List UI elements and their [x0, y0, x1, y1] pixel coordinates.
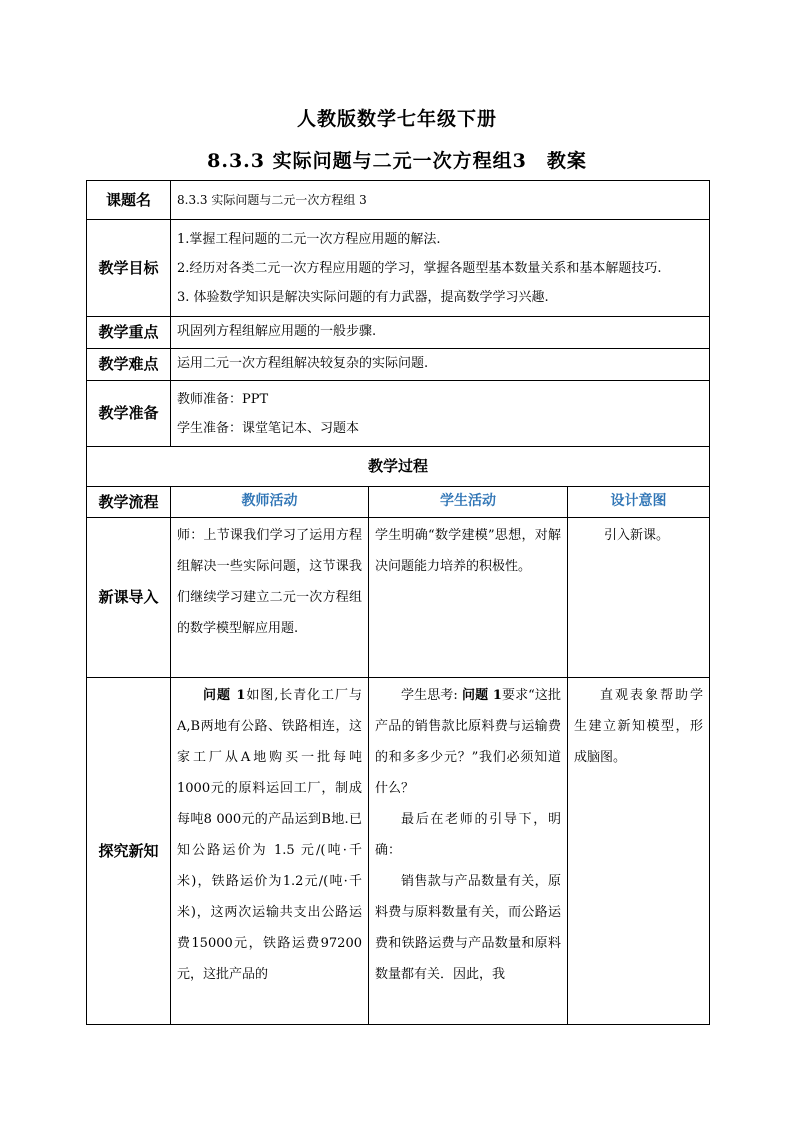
value-topic: 8.3.3 实际问题与二元一次方程组 3: [171, 181, 710, 220]
stage-intro-teacher: [171, 518, 369, 678]
value-difficulty: 运用二元一次方程组解决较复杂的实际问题.: [171, 349, 710, 381]
stage-intro-label: 新课导入: [87, 518, 171, 678]
student-activity-text: 学生明确“数学建模”思想，对解决问题能力培养的积极性。: [375, 528, 561, 574]
lesson-plan-table: [86, 180, 710, 1025]
stage-intro-intent: [568, 518, 710, 678]
student-think-text: [369, 678, 567, 804]
col-teacher-header: 教师活动: [171, 487, 369, 518]
student-analysis-text: 销售款与产品数量有关，原料费与原料数量有关，而公路运费和铁路运费与产品数量和原料数量都有关．因此，我: [375, 874, 561, 982]
prep-item: 教师准备：PPT: [177, 391, 269, 407]
goal-item: 1.掌握工程问题的二元一次方程应用题的解法.: [177, 231, 441, 247]
col-intent-header: 设计意图: [568, 487, 710, 518]
process-heading: 教学过程: [87, 447, 710, 487]
student-think-prefix: 学生思考:: [401, 688, 462, 703]
lesson-title: 8.3.3 实际问题与二元一次方程组3 教案: [207, 150, 587, 172]
value-preparation: [171, 381, 710, 447]
row-difficulty: [87, 349, 710, 381]
value-key-point: 巩固列方程组解应用题的一般步骤.: [171, 317, 710, 349]
problem-body: 如图,长青化工厂与A,B两地有公路、铁路相连，这家工厂从A地购买一批每吨1000元的原料运回工厂，制成每吨8 000元的产品运到B地.已知公路运价为 1.5 元/(吨·千米)，铁路运价为1.2元/(吨·千米)，这两次运输共支出公路运费15000元，铁路运费97200元，这批产品的: [177, 688, 362, 982]
stage-explore-intent: [568, 678, 710, 1025]
label-key-point: 教学重点: [87, 317, 171, 349]
document-title: 人教版数学七年级下册: [296, 108, 497, 130]
row-preparation: [87, 381, 710, 447]
goal-item: 3. 体验数学知识是解决实际问题的有力武器，提高数学学习兴趣.: [177, 289, 549, 305]
label-goals: 教学目标: [87, 220, 171, 317]
problem-label: 问题 1: [203, 688, 246, 703]
label-difficulty: 教学难点: [87, 349, 171, 381]
row-goals: [87, 220, 710, 317]
stage-explore-teacher: [171, 678, 369, 1025]
stage-explore-student: [369, 678, 568, 1025]
row-column-headers: [87, 487, 710, 518]
row-stage-explore: [87, 678, 710, 1025]
row-stage-intro: [87, 518, 710, 678]
col-student-header: 学生活动: [369, 487, 568, 518]
teacher-problem-text: [171, 678, 368, 990]
explore-intent-text: 直观表象帮助学生建立新知模型，形成脑图。: [574, 688, 704, 765]
student-problem-label: 问题 1: [462, 688, 502, 703]
stage-intro-student: [369, 518, 568, 678]
goal-item: 2.经历对各类二元一次方程应用题的学习，掌握各题型基本数量关系和基本解题技巧.: [177, 260, 662, 276]
label-preparation: 教学准备: [87, 381, 171, 447]
row-topic: [87, 181, 710, 220]
student-think-body: 要求“这批产品的销售款比原料费与运输费的和多多少元？”我们必须知道什么？: [375, 688, 562, 796]
prep-item: 学生准备：课堂笔记本、习题本: [177, 420, 360, 436]
teacher-activity-text: 师：上节课我们学习了运用方程组解决一些实际问题，这节课我们继续学习建立二元一次方程组的数学模型解应用题.: [177, 528, 362, 636]
stage-explore-label: 探究新知: [87, 678, 171, 1025]
value-goals: [171, 220, 710, 317]
student-guided-text: 最后在老师的引导下，明确：: [375, 812, 561, 858]
intent-text: 引入新课。: [604, 528, 670, 543]
col-flow-header: 教学流程: [87, 487, 171, 518]
label-topic: 课题名: [87, 181, 171, 220]
row-key-point: [87, 317, 710, 349]
row-process-heading: [87, 447, 710, 487]
